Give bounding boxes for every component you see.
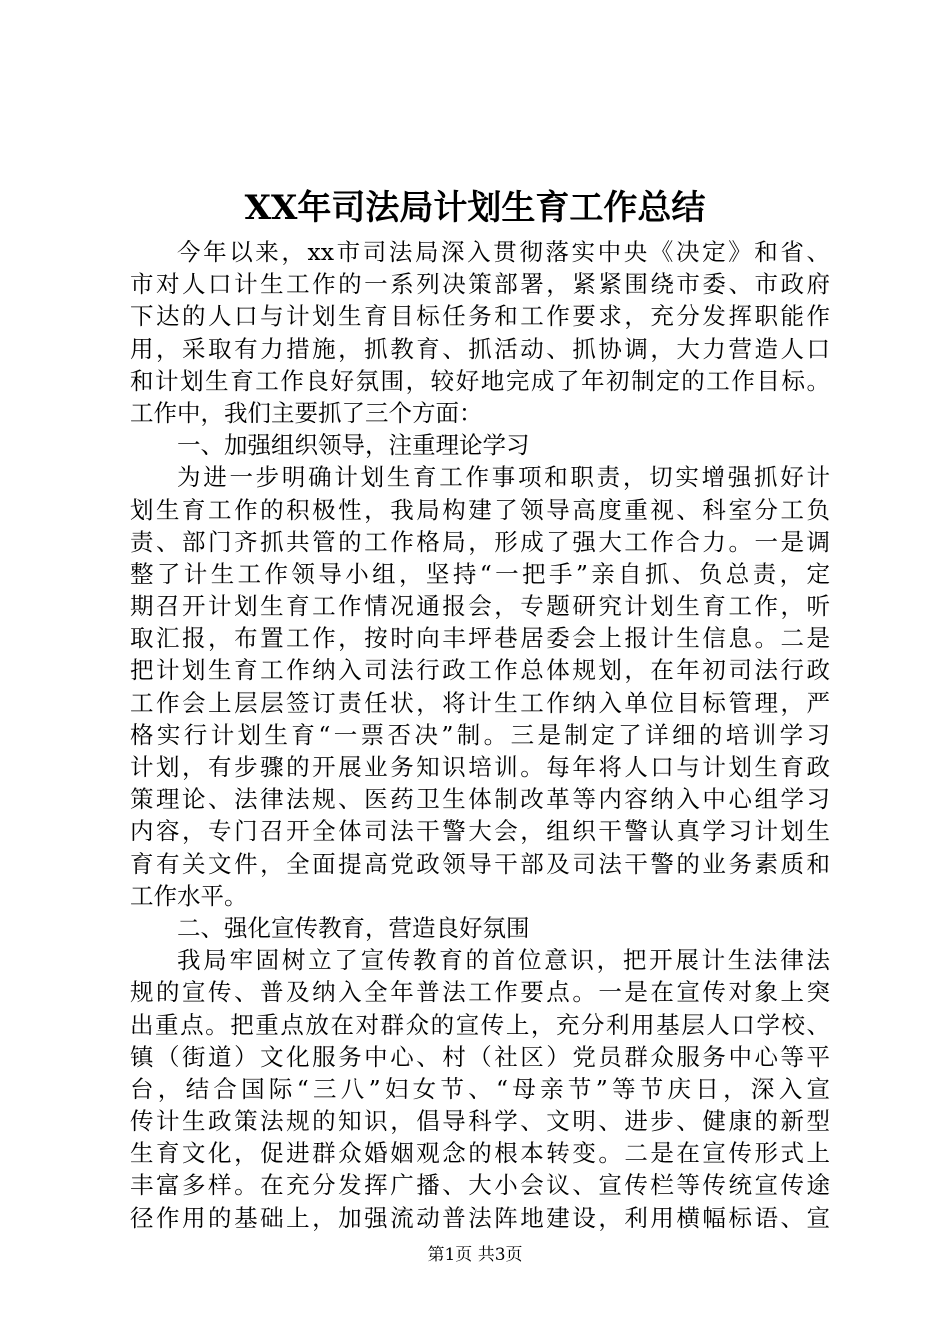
text-line: 育有关文件，全面提高党政领导干部及司法干警的业务素质和 — [130, 849, 830, 878]
text-line: 传计生政策法规的知识，倡导科学、文明、进步、健康的新型 — [130, 1107, 830, 1136]
text-line: 二、强化宣传教育，营造良好氛围 — [177, 913, 530, 942]
text-line: 镇（街道）文化服务中心、村（社区）党员群众服务中心等平 — [130, 1042, 830, 1071]
text-line: 取汇报，布置工作，按时向丰坪巷居委会上报计生信息。二是 — [130, 624, 830, 653]
text-line: 工作水平。 — [130, 881, 248, 910]
text-line: 和计划生育工作良好氛围，较好地完成了年初制定的工作目标。 — [130, 366, 830, 395]
text-line: 划生育工作的积极性，我局构建了领导高度重视、科室分工负 — [130, 495, 830, 524]
text-line: 格实行计划生育“一票否决”制。三是制定了详细的培训学习 — [130, 720, 830, 749]
text-line: 市对人口计生工作的一系列决策部署，紧紧围绕市委、市政府 — [130, 270, 830, 299]
text-line: 出重点。把重点放在对群众的宣传上，充分利用基层人口学校、 — [130, 1010, 830, 1039]
document-body — [130, 236, 830, 1234]
text-line: 径作用的基础上，加强流动普法阵地建设，利用横幅标语、宣 — [130, 1203, 830, 1232]
text-line: 整了计生工作领导小组，坚持“一把手”亲自抓、负总责，定 — [130, 559, 830, 588]
text-line: 一、加强组织领导，注重理论学习 — [177, 431, 530, 460]
text-line: 丰富多样。在充分发挥广播、大小会议、宣传栏等传统宣传途 — [130, 1171, 830, 1200]
text-line: 用，采取有力措施，抓教育、抓活动、抓协调，大力营造人口 — [130, 334, 830, 363]
text-line: 为进一步明确计划生育工作事项和职责，切实增强抓好计 — [177, 463, 830, 492]
text-line: 生育文化，促进群众婚姻观念的根本转变。二是在宣传形式上 — [130, 1139, 830, 1168]
page-footer: 第1页 共3页 — [427, 1245, 523, 1265]
text-line: 工作中，我们主要抓了三个方面： — [130, 398, 483, 427]
text-line: 台，结合国际“三八”妇女节、“母亲节”等节庆日，深入宣 — [130, 1074, 830, 1103]
text-line: 规的宣传、普及纳入全年普法工作要点。一是在宣传对象上突 — [130, 978, 830, 1007]
text-line: 策理论、法律法规、医药卫生体制改革等内容纳入中心组学习 — [130, 785, 830, 814]
text-line: 下达的人口与计划生育目标任务和工作要求，充分发挥职能作 — [130, 302, 830, 331]
document-title: XX年司法局计划生育工作总结 — [244, 188, 706, 228]
text-line: 期召开计划生育工作情况通报会，专题研究计划生育工作，听 — [130, 592, 830, 621]
text-line: 工作会上层层签订责任状，将计生工作纳入单位目标管理，严 — [130, 688, 830, 717]
text-line: 今年以来，xx市司法局深入贯彻落实中央《决定》和省、 — [177, 238, 830, 266]
text-line: 责、部门齐抓共管的工作格局，形成了强大工作合力。一是调 — [130, 527, 830, 556]
text-line: 把计划生育工作纳入司法行政工作总体规划，在年初司法行政 — [130, 656, 830, 685]
text-line: 内容，专门召开全体司法干警大会，组织干警认真学习计划生 — [130, 817, 830, 846]
text-line: 我局牢固树立了宣传教育的首位意识，把开展计生法律法 — [177, 946, 830, 975]
text-line: 计划，有步骤的开展业务知识培训。每年将人口与计划生育政 — [130, 753, 830, 781]
